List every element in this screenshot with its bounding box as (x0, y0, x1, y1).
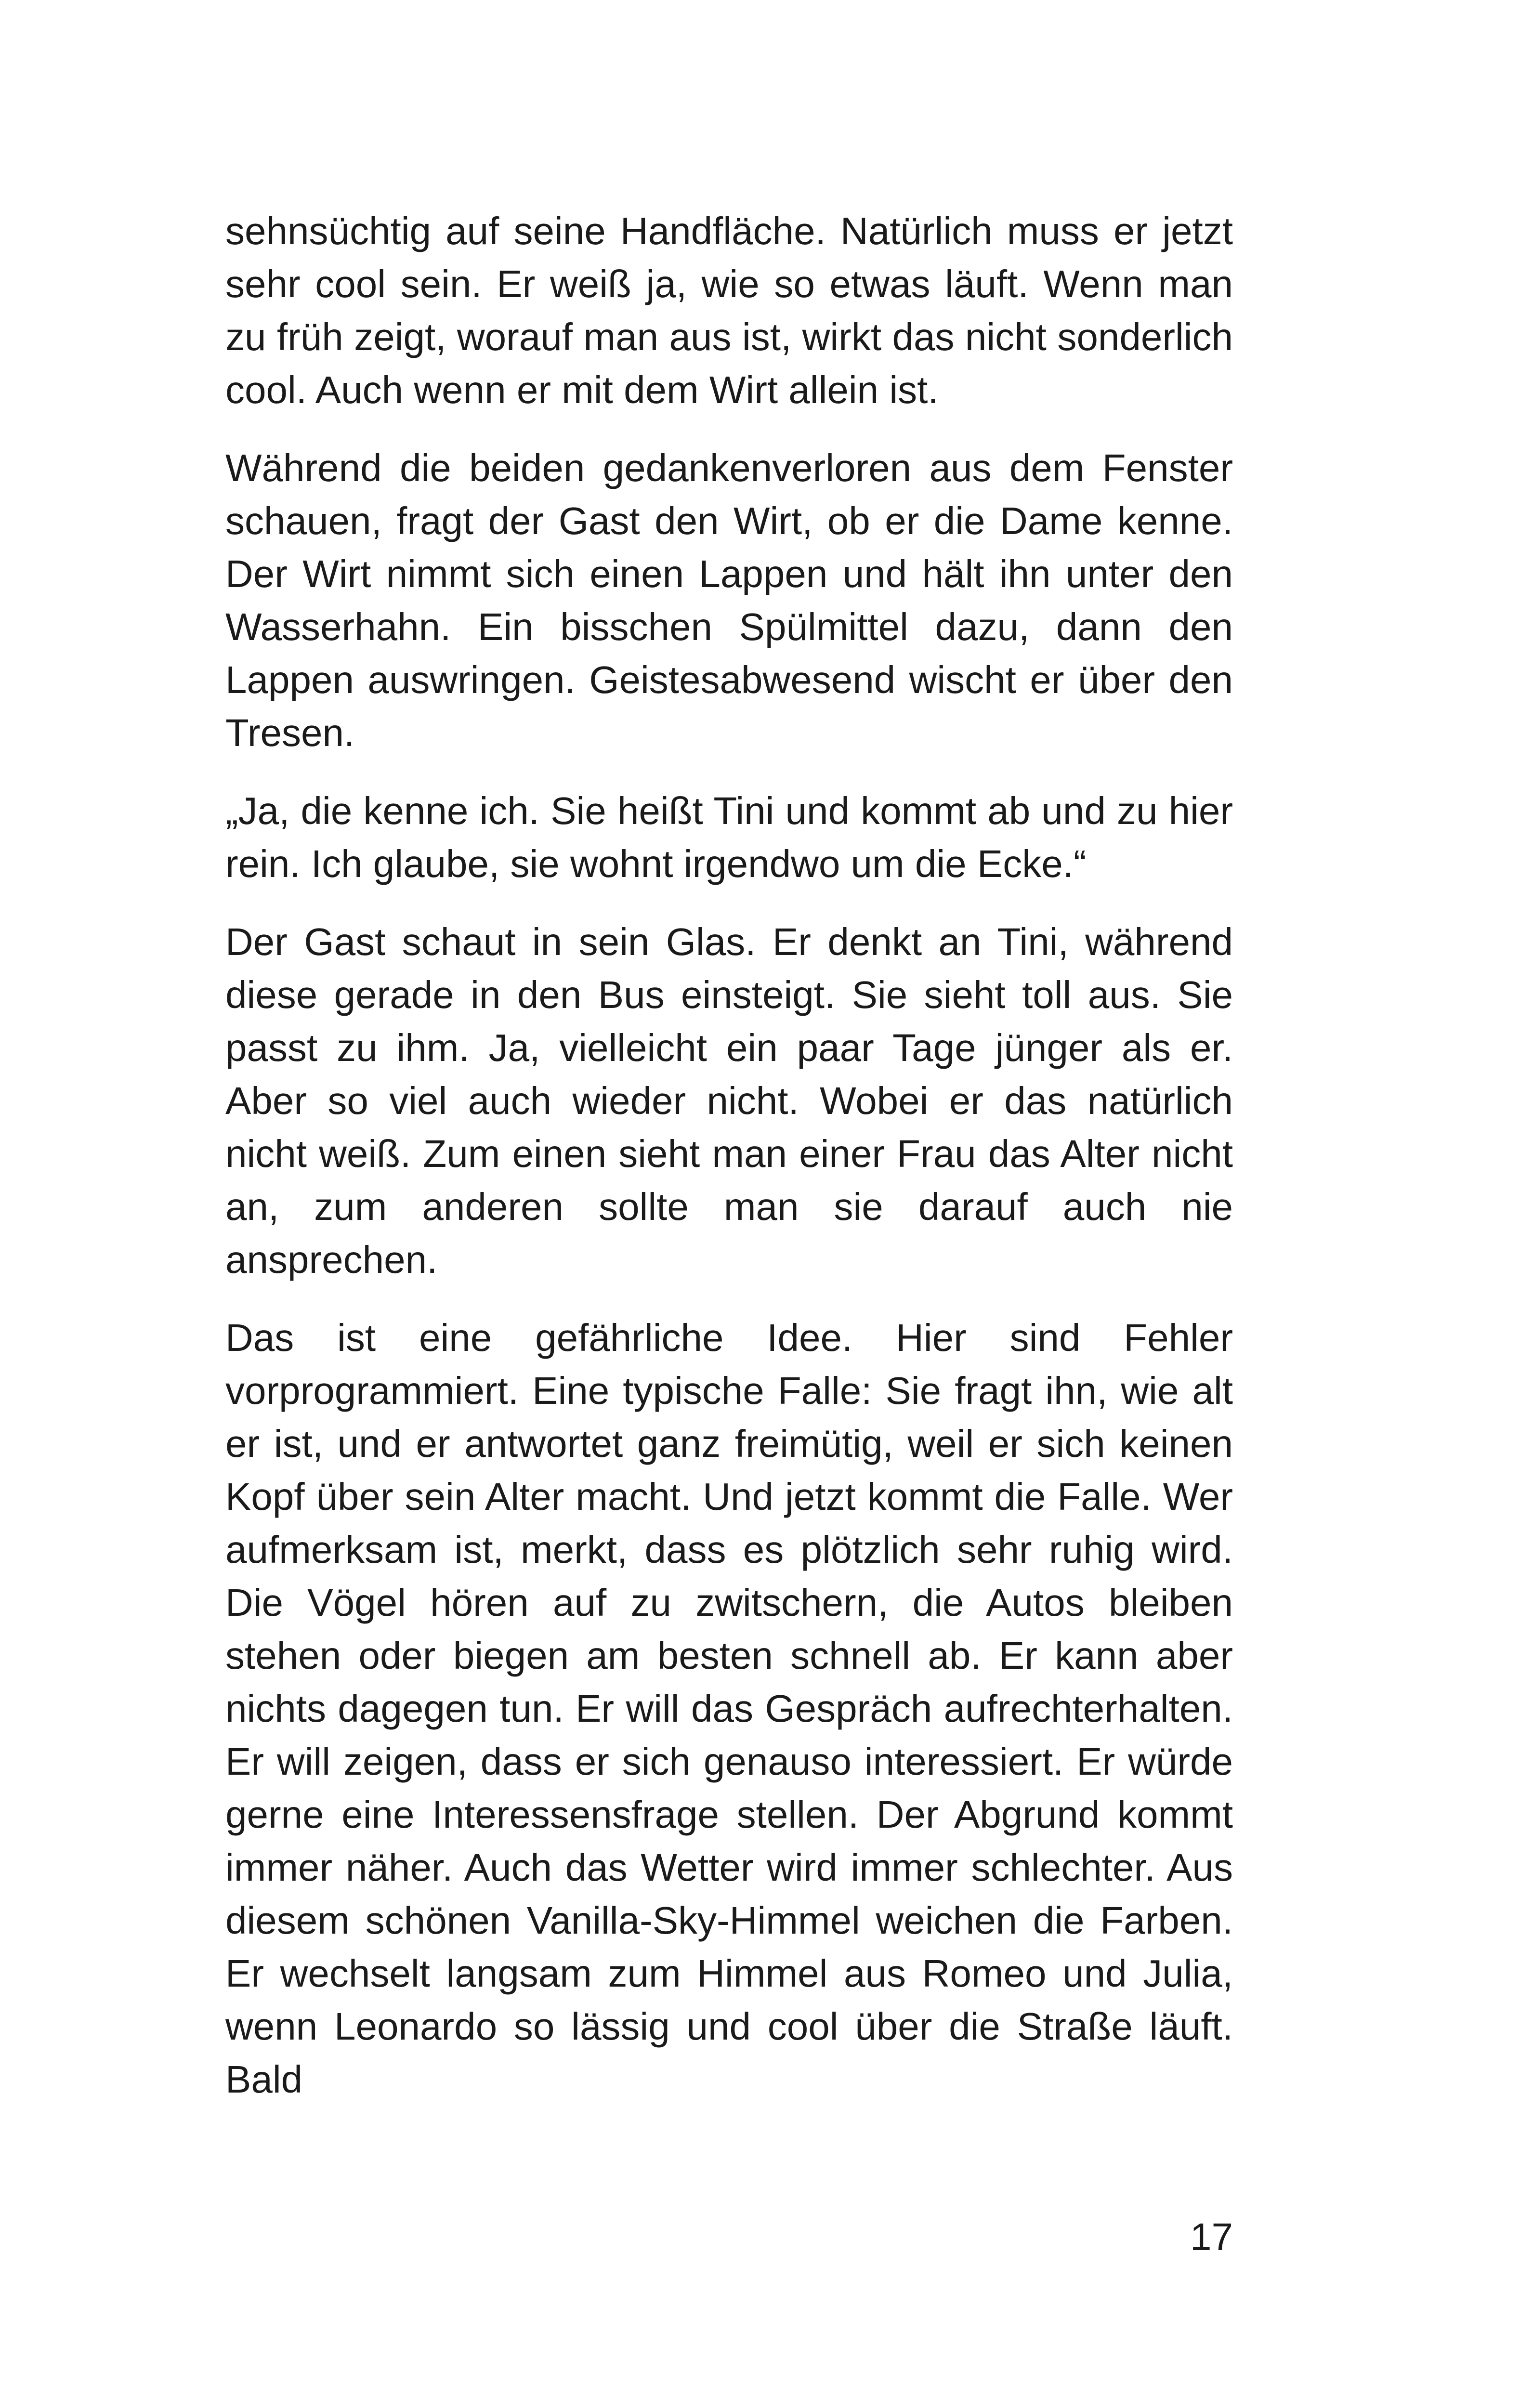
paragraph-3: „Ja, die kenne ich. Sie heißt Tini und kommt ab und zu hier rein. Ich glaube, sie wohnt irgendwo um die Ecke.“ (225, 789, 1233, 885)
paragraph-2: Während die beiden gedankenverloren aus dem Fenster schauen, fragt der Gast den Wirt, ob er die Dame kenne. Der Wirt nimmt sich einen Lappen und hält ihn unter den Wasserhahn. Ein bisschen Spülmittel dazu, dann den Lappen auswringen. Geistesabwesend wischt er über den Tresen. (225, 446, 1233, 754)
paragraph-5: Das ist eine gefährliche Idee. Hier sind Fehler vorprogrammiert. Eine typische Falle: Sie fragt ihn, wie alt er ist, und er antwortet ganz freimütig, weil er sich keinen Kopf über sein Alter macht. Und jetzt kommt die Falle. Wer aufmerksam ist, merkt, dass es plötzlich sehr ruhig wird. Die Vögel hören auf zu zwitschern, die Autos bleiben stehen oder biegen am besten schnell ab. Er kann aber nichts dagegen tun. Er will das Gespräch aufrechterhalten. Er will zeigen, dass er sich genauso interessiert. Er würde gerne eine Interessensfrage stellen. Der Abgrund kommt immer näher. Auch das Wetter wird immer schlechter. Aus diesem schönen Vanilla-Sky-Himmel weichen die Farben. Er wechselt langsam zum Himmel aus Romeo und Julia, wenn Leonardo so lässig und cool über die Straße läuft. Bald (225, 1316, 1233, 2101)
body-text (225, 205, 1233, 2106)
page-number: 17 (1190, 2215, 1233, 2258)
paragraph-1: sehnsüchtig auf seine Handfläche. Natürlich muss er jetzt sehr cool sein. Er weiß ja, wie so etwas läuft. Wenn man zu früh zeigt, worauf man aus ist, wirkt das nicht sonderlich cool. Auch wenn er mit dem Wirt allein ist. (225, 209, 1233, 411)
paragraph-4: Der Gast schaut in sein Glas. Er denkt an Tini, während diese gerade in den Bus einsteigt. Sie sieht toll aus. Sie passt zu ihm. Ja, vielleicht ein paar Tage jünger als er. Aber so viel auch wieder nicht. Wobei er das natürlich nicht weiß. Zum einen sieht man einer Frau das Alter nicht an, zum anderen sollte man sie darauf auch nie ansprechen. (225, 920, 1233, 1281)
